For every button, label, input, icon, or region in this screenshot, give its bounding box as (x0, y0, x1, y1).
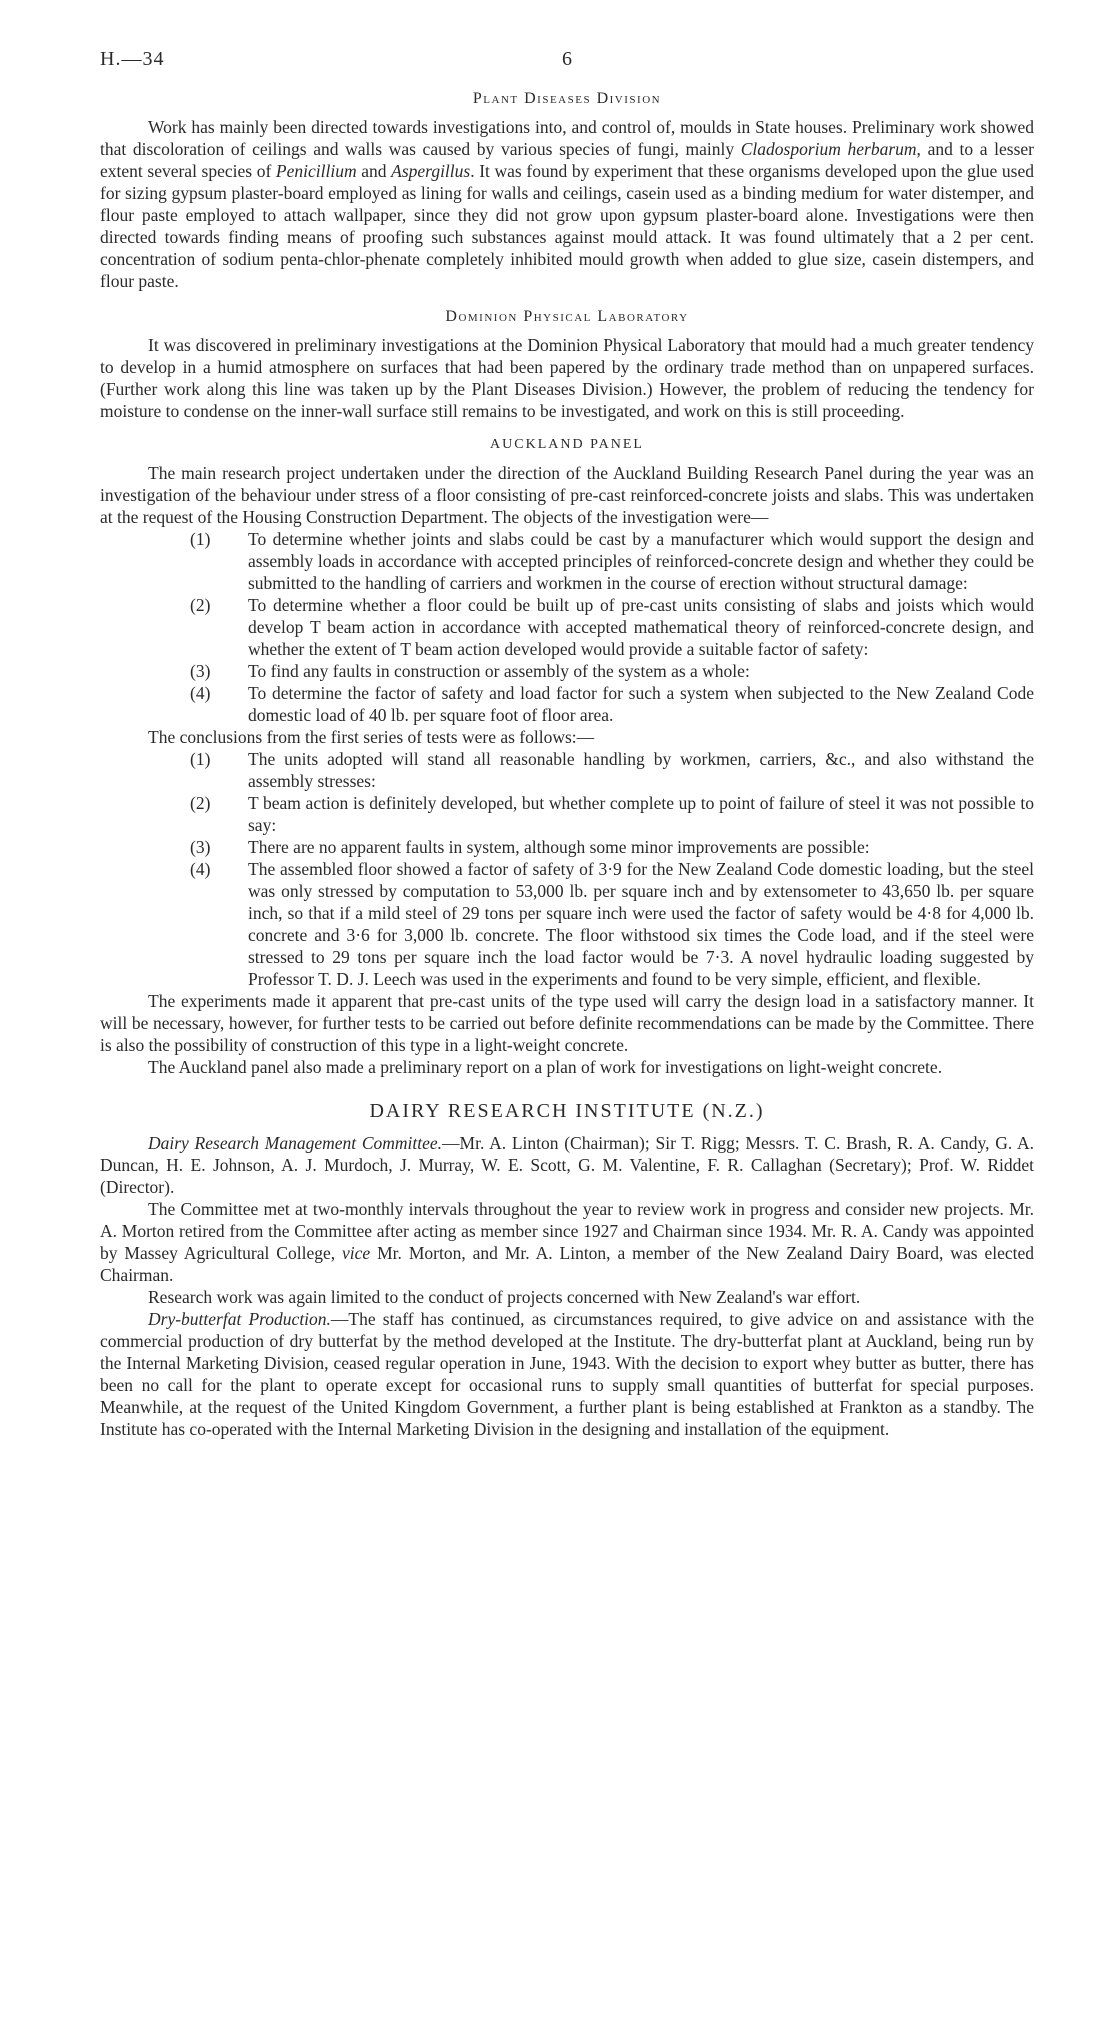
page-header (100, 40, 1034, 74)
paragraph: The conclusions from the first series of tests were as follows:— (148, 727, 595, 747)
document-reference: H.—34 (100, 48, 165, 70)
species-name: Aspergillus (391, 161, 471, 181)
run-in-heading: Dairy Research Management Committee. (148, 1133, 443, 1153)
section-heading: AUCKLAND PANEL (490, 437, 644, 452)
plant-diseases-section (100, 88, 1034, 292)
list-item: (4) To determine the factor of safety and load factor for such a system when subjected to the New Zealand Code domestic load of 40 lb. per square foot of floor area. (190, 683, 1034, 725)
species-name: Penicillium (275, 161, 357, 181)
section-heading: Dominion Physical Laboratory (445, 308, 689, 325)
objects-list (100, 528, 1034, 726)
list-item: (2) T beam action is definitely developed, but whether complete up to point of failure of steel it was not possible to say: (190, 793, 1034, 835)
run-in-heading: Dry-butterfat Production. (148, 1309, 331, 1329)
section-heading: DAIRY RESEARCH INSTITUTE (N.Z.) (369, 1100, 765, 1122)
list-item: (1) The units adopted will stand all reasonable handling by workmen, carriers, &c., and also withstand the assembly stresses: (190, 749, 1034, 791)
list-item: (3) There are no apparent faults in system, although some minor improvements are possible: (190, 837, 870, 857)
dominion-laboratory-section (100, 306, 1034, 422)
paragraph: The Auckland panel also made a preliminary report on a plan of work for investigations on light-weight concrete. (148, 1057, 943, 1077)
paragraph: It was discovered in preliminary investigations at the Dominion Physical Laboratory that mould had a much greater tendency to develop in a humid atmosphere on surfaces that had been papered by the ordinary trade method than on unpapered surfaces. (Further work along this line was taken up by the Plant Diseases Division.) However, the problem of reducing the tendency for moisture to condense on the inner-wall surface still remains to be investigated, and work on this is still proceeding. (100, 335, 1034, 421)
paragraph: Dry-butterfat Production.—The staff has continued, as circumstances required, to give advice on and assistance with the commercial production of dry butterfat by the method developed at the Institute. The dry-butterfat plant at Auckland, being run by the Internal Marketing Division, ceased regular operation in June, 1943. With the decision to export whey butter as butter, there has been no call for the plant to operate except for occasional runs to supply small quantities of butterfat for special purposes. Meanwhile, at the request of the United Kingdom Government, a further plant is being established at Frankton as a standby. The Institute has co-operated with the Internal Marketing Division in the designing and installation of the equipment. (100, 1309, 1034, 1439)
section-heading: Plant Diseases Division (472, 90, 662, 107)
paragraph: The experiments made it apparent that pre-cast units of the type used will carry the design load in a satisfactory manner. It will be necessary, however, for further tests to be carried out before definite recommendations can be made by the Committee. There is also the possibility of construction of this type in a light-weight concrete. (100, 991, 1034, 1055)
list-item: (3) To find any faults in construction or assembly of the system as a whole: (190, 661, 750, 681)
conclusions-list (100, 748, 1034, 990)
auckland-panel-section (100, 434, 1034, 1078)
list-item: (2) To determine whether a floor could be built up of pre-cast units consisting of slabs and joists which would develop T beam action in accordance with accepted mathematical theory of reinforced-concrete design, and whether the extent of T beam action developed would provide a suitable factor of safety: (190, 595, 1034, 659)
list-item: (4) The assembled floor showed a factor of safety of 3·9 for the New Zealand Code domestic loading, but the steel was only stressed by computation to 53,000 lb. per square inch and by extensometer to 43,650 lb. per square inch, so that if a mild steel of 29 tons per square inch were used the factor of safety would be 4·8 for 4,000 lb. concrete and 3·6 for 3,000 lb. concrete. The floor withstood six times the Code load, and if the steel were stressed to 29 tons per square inch the load factor would be 7·3. A novel hydraulic loading suggested by Professor T. D. J. Leech was used in the experiments and found to be very simple, efficient, and flexible. (190, 859, 1034, 989)
list-item: (1) To determine whether joints and slabs could be cast by a manufacturer which would support the design and assembly loads in accordance with accepted principles of reinforced-concrete design and whether they could be submitted to the handling of carriers and workmen in the course of erection without structural damage: (190, 529, 1034, 593)
paragraph: Work has mainly been directed towards investigations into, and control of, moulds in State houses. Preliminary work showed that discoloration of ceilings and walls was caused by various species of fungi, mainly Cladosporium herbarum, and to a lesser extent several species of Penicillium and Aspergillus. It was found by experiment that these organisms developed upon the glue used for sizing gypsum plaster-board employed as lining for walls and ceilings, casein used as a binding medium for water distemper, and flour paste employed to attach wallpaper, since they did not grow upon gypsum plaster-board alone. Investigations were then directed towards finding means of proofing such substances against mould attack. It was found ultimately that a 2 per cent. concentration of sodium penta-chlor-phenate completely inhibited mould growth when added to glue size, casein distempers, and flour paste. (100, 117, 1034, 291)
paragraph: The Committee met at two-monthly intervals throughout the year to review work in progress and consider new projects. Mr. A. Morton retired from the Committee after acting as member since 1927 and Chairman since 1934. Mr. R. A. Candy was appointed by Massey Agricultural College, vice Mr. Morton, and Mr. A. Linton, a member of the New Zealand Dairy Board, was elected Chairman. (100, 1199, 1034, 1285)
species-name: Cladosporium herbarum (740, 139, 917, 159)
dairy-research-section (100, 1100, 1034, 1440)
paragraph: Dairy Research Management Committee.—Mr. A. Linton (Chairman); Sir T. Rigg; Messrs. T. C. Brash, R. A. Candy, G. A. Duncan, H. E. Johnson, A. J. Murdoch, J. Murray, W. E. Scott, G. M. Valentine, F. R. Callaghan (Secretary); Prof. W. Riddet (Director). (100, 1133, 1034, 1197)
paragraph: The main research project undertaken under the direction of the Auckland Building Research Panel during the year was an investigation of the behaviour under stress of a floor consisting of pre-cast reinforced-concrete joists and slabs. This was undertaken at the request of the Housing Construction Department. The objects of the investigation were— (100, 463, 1034, 527)
page-number: 6 (562, 48, 572, 70)
paragraph: Research work was again limited to the conduct of projects concerned with New Zealand's war effort. (148, 1287, 861, 1307)
